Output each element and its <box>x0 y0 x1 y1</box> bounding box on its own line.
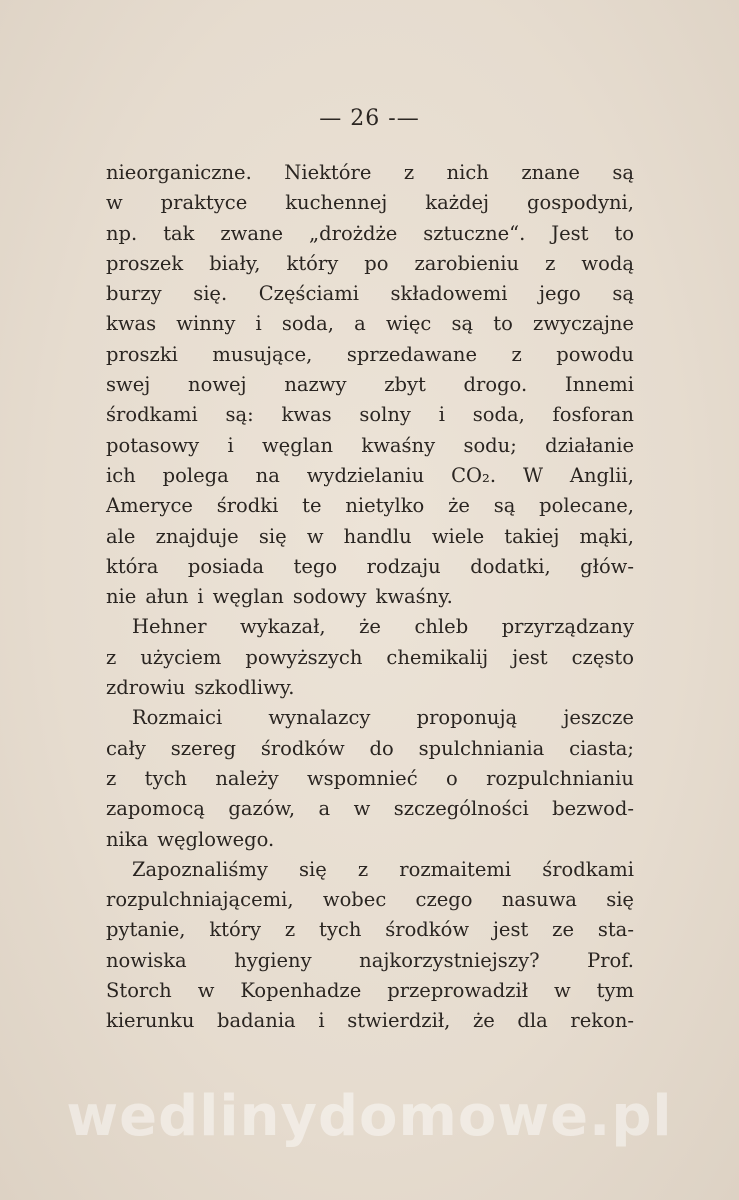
word: mąki, <box>579 524 634 548</box>
word: i <box>255 312 262 336</box>
word: praktyce <box>160 191 248 215</box>
word: wiele <box>431 524 485 548</box>
text-line <box>106 522 634 552</box>
word: środkami <box>106 403 198 427</box>
text-line <box>106 734 634 764</box>
word: że <box>448 494 470 518</box>
word: a <box>318 797 331 821</box>
word: rodzaju <box>366 554 441 578</box>
word: ze <box>552 918 574 942</box>
word: swej <box>106 373 151 397</box>
text-line <box>106 703 634 733</box>
word: powyższych <box>245 645 363 669</box>
word: i <box>318 1009 325 1033</box>
word: winny <box>176 312 236 336</box>
word: nazwy <box>284 373 347 397</box>
word: wobec <box>322 888 387 912</box>
word: zwyczajne <box>533 312 634 336</box>
word: który <box>286 251 339 275</box>
word: że <box>359 615 381 639</box>
text-line <box>106 612 634 642</box>
word: zapomocą <box>106 797 205 821</box>
word: polega <box>162 463 229 487</box>
word: W <box>522 463 543 487</box>
text-line <box>106 370 634 400</box>
word: są <box>451 312 474 336</box>
word: gazów, <box>228 797 296 821</box>
word: czego <box>415 888 473 912</box>
word: chemikalij <box>386 645 489 669</box>
word: kuchennej <box>285 191 388 215</box>
word: Innemi <box>564 373 634 397</box>
word: Prof. <box>587 948 634 972</box>
word: w <box>353 797 371 821</box>
text-line <box>106 764 634 794</box>
word: soda, <box>472 403 525 427</box>
word: z <box>106 645 117 669</box>
word: środków <box>385 918 470 942</box>
word: węglan <box>261 433 334 457</box>
word: rozpulchniającemi, <box>106 888 294 912</box>
word: Hehner <box>132 615 207 639</box>
word: jest <box>512 645 548 669</box>
body-text <box>106 158 634 1037</box>
word: węglan <box>212 585 284 609</box>
word: wynalazcy <box>268 706 371 730</box>
word: posiada <box>187 554 265 578</box>
word: rekon- <box>570 1009 634 1033</box>
word: która <box>106 554 159 578</box>
word: najkorzystniejszy? <box>359 948 540 972</box>
text-line <box>106 249 634 279</box>
word: Storch <box>106 979 172 1003</box>
word: wodą <box>581 251 634 275</box>
word: biały, <box>209 251 261 275</box>
word: dodatki, <box>470 554 551 578</box>
word: zarobieniu <box>414 251 520 275</box>
word: o <box>446 766 458 790</box>
word: kwas <box>281 403 332 427</box>
word: i <box>197 585 204 609</box>
word: sta- <box>597 918 634 942</box>
word: musujące, <box>212 342 313 366</box>
word: są <box>493 494 516 518</box>
word: nika <box>106 827 149 851</box>
word: wspomnieć <box>306 766 418 790</box>
word: jeszcze <box>563 706 634 730</box>
word: badania <box>217 1009 296 1033</box>
word: Rozmaici <box>132 706 223 730</box>
text-line <box>106 340 634 370</box>
word: nich <box>446 161 489 184</box>
text-line <box>106 491 634 521</box>
word: np. <box>106 221 138 245</box>
word: w <box>197 979 215 1003</box>
text-line <box>106 158 634 188</box>
word: hygieny <box>234 948 312 972</box>
text-line <box>106 1006 634 1036</box>
word: solny <box>359 403 411 427</box>
word: kwas <box>106 312 157 336</box>
word: węglowego. <box>157 827 275 851</box>
text-line <box>106 431 634 461</box>
text-line <box>106 976 634 1006</box>
word: ich <box>106 463 136 487</box>
word: sodowy <box>292 585 367 609</box>
page-number: — 26 -— <box>319 106 420 131</box>
word: z <box>403 161 415 184</box>
word: działanie <box>545 433 634 457</box>
word: nowej <box>188 373 247 397</box>
word: się. <box>193 282 228 306</box>
word: burzy <box>106 282 162 306</box>
word: zwane <box>220 221 284 245</box>
word: z <box>545 251 556 275</box>
word: głów- <box>580 554 634 578</box>
word: proponują <box>416 706 518 730</box>
word: się <box>298 857 327 881</box>
text-line <box>106 855 634 885</box>
watermark: wedlinydomowe.pl <box>66 1084 673 1149</box>
word: takiej <box>504 524 560 548</box>
word: kierunku <box>106 1009 195 1033</box>
word: to <box>493 312 513 336</box>
word: i <box>438 403 445 427</box>
word: zbyt <box>384 373 426 397</box>
text-line <box>106 188 634 218</box>
word: drogo. <box>463 373 528 397</box>
word: ciasta; <box>569 736 634 760</box>
word: dla <box>517 1009 548 1033</box>
word: po <box>364 251 389 275</box>
word: że <box>472 1009 495 1033</box>
word: są: <box>225 403 254 427</box>
word: rozmaitemi <box>399 857 512 881</box>
word: bezwod- <box>552 797 634 821</box>
word: Kopenhadze <box>240 979 362 1003</box>
word: powodu <box>556 342 634 366</box>
word: tych <box>144 766 187 790</box>
word: środki <box>216 494 279 518</box>
word: te <box>302 494 322 518</box>
word: nie <box>106 585 137 609</box>
text-line <box>106 673 634 703</box>
word: spulchniania <box>418 736 545 760</box>
word: w <box>106 191 123 215</box>
word: na <box>255 463 280 487</box>
word: jego <box>538 282 581 306</box>
word: pytanie, <box>106 918 186 942</box>
word: chleb <box>414 615 469 639</box>
text-line <box>106 643 634 673</box>
text-line <box>106 461 634 491</box>
word: z <box>511 342 522 366</box>
text-line <box>106 825 634 855</box>
word: ale <box>106 524 136 548</box>
word: a <box>354 312 366 336</box>
word: fosforan <box>552 403 634 427</box>
word: należy <box>215 766 279 790</box>
word: wydzielaniu <box>306 463 425 487</box>
word: z <box>284 918 296 942</box>
word: stwierdził, <box>347 1009 451 1033</box>
word: kwaśny. <box>375 585 453 609</box>
word: z <box>106 766 117 790</box>
word: z <box>357 857 369 881</box>
word: CO₂. <box>451 463 497 487</box>
word: tego <box>293 554 338 578</box>
word: do <box>369 736 394 760</box>
word: nasuwa <box>501 888 577 912</box>
word: znajduje <box>155 524 239 548</box>
word: soda, <box>281 312 334 336</box>
word: przyrządzany <box>501 615 634 639</box>
word: tym <box>596 979 634 1003</box>
word: jest <box>492 918 529 942</box>
word: tak <box>163 221 195 245</box>
word: to <box>614 221 634 245</box>
text-line <box>106 915 634 945</box>
text-line <box>106 552 634 582</box>
text-line <box>106 946 634 976</box>
word: rozpulchnianiu <box>486 766 634 790</box>
word: zdrowiu <box>106 676 186 700</box>
word: tych <box>319 918 362 942</box>
word: potasowy <box>106 433 200 457</box>
word: Anglii, <box>569 463 634 487</box>
word: nowiska <box>106 948 187 972</box>
text-line <box>106 309 634 339</box>
word: Ameryce <box>106 494 193 518</box>
word: każdej <box>425 191 490 215</box>
word: szereg <box>170 736 236 760</box>
word: polecane, <box>539 494 634 518</box>
word: „drożdże <box>309 221 398 245</box>
word: nietylko <box>345 494 425 518</box>
word: szczególności <box>393 797 529 821</box>
word: proszek <box>106 251 184 275</box>
word: są <box>612 282 634 306</box>
word: Niektóre <box>284 161 372 184</box>
text-line <box>106 219 634 249</box>
word: ałun <box>145 585 189 609</box>
word: nieorganiczne. <box>106 161 252 184</box>
word: środkami <box>542 857 634 881</box>
word: szkodliwy. <box>194 676 295 700</box>
word: często <box>571 645 634 669</box>
word: wykazał, <box>240 615 326 639</box>
word: użyciem <box>140 645 222 669</box>
word: się <box>606 888 634 912</box>
word: w <box>553 979 571 1003</box>
word: sztuczne“. <box>423 221 526 245</box>
text-line <box>106 794 634 824</box>
word: więc <box>385 312 432 336</box>
text-line <box>106 582 634 612</box>
word: Zapoznaliśmy <box>132 857 268 881</box>
word: się <box>258 524 287 548</box>
text-line <box>106 885 634 915</box>
word: proszki <box>106 342 178 366</box>
word: środków <box>260 736 345 760</box>
word: handlu <box>343 524 412 548</box>
word: kwaśny <box>361 433 436 457</box>
word: Częściami <box>258 282 359 306</box>
word: w <box>306 524 324 548</box>
text-line <box>106 400 634 430</box>
word: składowemi <box>390 282 508 306</box>
word: przeprowadził <box>387 979 529 1003</box>
word: sprzedawane <box>346 342 477 366</box>
word: są <box>612 161 634 184</box>
text-line <box>106 279 634 309</box>
word: znane <box>521 161 580 184</box>
word: który <box>209 918 262 942</box>
word: i <box>227 433 234 457</box>
word: gospodyni, <box>527 191 634 215</box>
word: sodu; <box>463 433 517 457</box>
word: cały <box>106 736 146 760</box>
word: Jest <box>551 221 589 245</box>
